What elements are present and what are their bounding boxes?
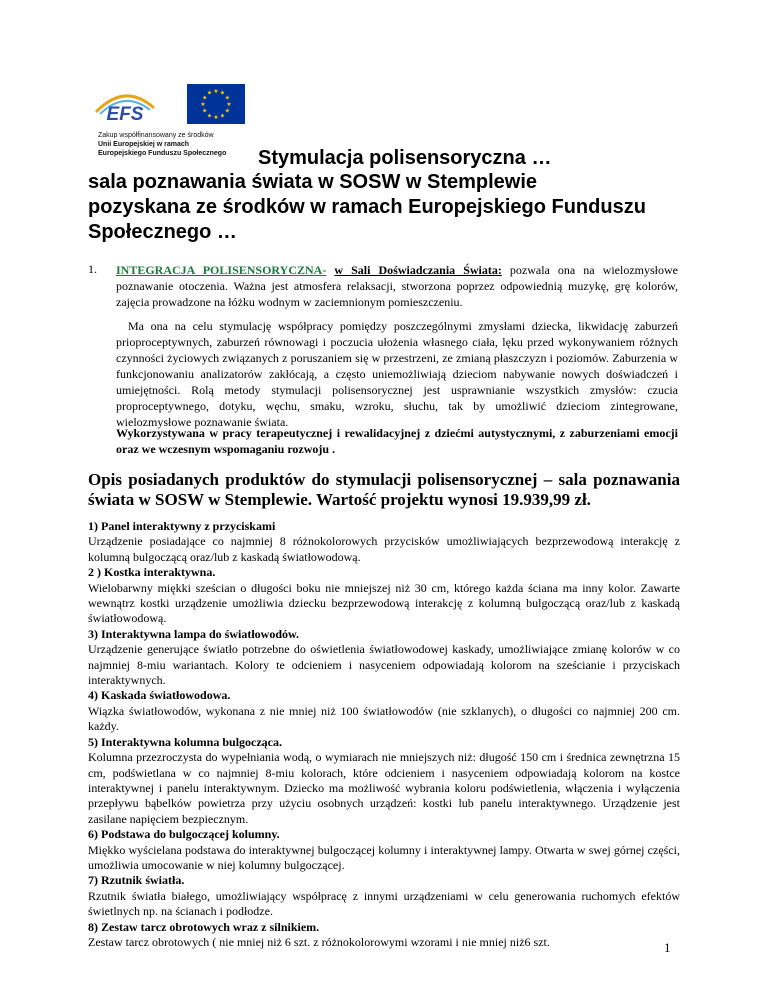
eu-star-icon: ★ <box>226 102 232 108</box>
products-heading: Opis posiadanych produktów do stymulacji polisensorycznej – sala poznawania świata w SOSW w Stemplewie. Wartość projektu wynosi 19.939,99 zł. <box>88 470 680 509</box>
headline-line-3: pozyskana ze środków w ramach Europejskiego Funduszu <box>88 196 646 218</box>
eu-star-icon: ★ <box>224 108 230 115</box>
product-title: 4) Kaskada światłowodowa. <box>88 688 231 703</box>
product-description: Miękko wyścielana podstawa do interaktywnej bulgoczącej kolumny i interaktywnej lampy. Otwarta w swej górnej części, umożliwia umocowanie w niej kolumny bulgoczącej. <box>88 842 680 872</box>
products-list <box>88 519 680 950</box>
product-title: 8) Zestaw tarcz obrotowych wraz z silnikiem. <box>88 919 320 934</box>
logo-caption-line: Unii Europejskiej w ramach <box>98 141 190 148</box>
eu-star-icon: ★ <box>202 95 208 102</box>
eu-star-icon: ★ <box>213 89 219 95</box>
svg-text:EFS: EFS <box>106 104 144 125</box>
logo-caption-line: Zakup współfinansowany ze środków <box>98 132 214 139</box>
section-place: w Sali Doświadczania Świata: <box>334 263 502 277</box>
product-description: Wielobarwny miękki sześcian o długości boku nie mniejszej niż 30 cm, którego każda ściana ma inny kolor. Zawarte wewnątrz kostki urządzenie umożliwia dziecku bezprzewodową interakcję z kolumną bulgoczącą oraz/lub z kaskadą światłowodową. <box>88 580 680 626</box>
headline-line-4: Społecznego … <box>88 221 237 243</box>
page-number: 1 <box>664 940 671 955</box>
product-title: 7) Rzutnik światła. <box>88 873 185 888</box>
efs-logo <box>90 76 160 128</box>
eu-flag-icon <box>187 84 245 124</box>
product-title: 6) Podstawa do bulgoczącej kolumny. <box>88 827 280 842</box>
eu-star-icon: ★ <box>202 108 208 115</box>
product-description: Rzutnik światła białego, umożliwiający współpracę z innymi urządzeniami w celu generowania ruchomych efektów świetlnych np. na ścianach i podłodze. <box>88 888 680 919</box>
eu-star-icon: ★ <box>206 113 213 120</box>
section-title-link[interactable]: INTEGRACJA POLISENSORYCZNA- <box>116 263 327 277</box>
product-description: Urządzenie posiadające co najmniej 8 różnokolorowych przycisków umożliwiających bezprzewodową interakcję z kolumną bulgoczącą oraz/lub z kaskadą światłowodową. <box>88 534 680 564</box>
logo-caption <box>98 131 248 158</box>
section-bold-paragraph: Wykorzystywana w pracy terapeutycznej i rewalidacyjnej z dziećmi autystycznymi, z zaburzeniami emocji oraz we wczesnym wspomaganiu rozwoju . <box>116 426 678 456</box>
product-title: 3) Interaktywna lampa do światłowodów. <box>88 626 300 641</box>
section-paragraph: Ma ona na celu stymulację współpracy pomiędzy poszczególnymi zmysłami dziecka, likwidację zaburzeń prioproceptywnych, zaburzeń równowagi i poczucia ułożenia własnego ciała, lęku przed wykonywaniem różnych czynności życiowych związanych z poruszaniem się w przestrzeni, ze zmianą płaszczyzn i poziomów. Zaburzenia w funkcjonowaniu analizatorów zakłócają, a często uniemożliwiają dzieciom nabywanie nowych doświadczeń i umiejętności. Rolą metody stymulacji polisensorycznej jest usprawnianie wszystkich zmysłów: czucia proproceptywnego, dotyku, węchu, smaku, wzroku, słuchu, tak by umożliwić dzieciom zintegrowane, wielozmysłowe poznawanie świata. <box>116 319 678 429</box>
section-intro-text: pozwala ona na wielozmysłowe poznawanie otoczenia. Ważna jest atmosfera relaksacji, stworzona poprzez odpowiednią muzykę, grę kolorów, zajęcia prowadzone na łóżku wodnym w zaciemnionym pomieszczeniu. <box>116 263 678 309</box>
eu-star-icon: ★ <box>219 90 226 97</box>
section-intro <box>116 262 678 310</box>
eu-star-icon: ★ <box>224 95 230 102</box>
product-title: 5) Interaktywna kolumna bulgocząca. <box>88 734 283 749</box>
eu-star-icon: ★ <box>200 102 206 108</box>
section-number: 1. <box>88 262 97 276</box>
product-description: Zestaw tarcz obrotowych ( nie mniej niż 6 szt. z różnokolorowymi wzorami i nie mniej niż6 szt. <box>88 934 550 949</box>
product-description: Wiązka światłowodów, wykonana z nie mniej niż 100 światłowodów (nie szklanych), o długości co najmniej 200 cm. każdy. <box>88 703 680 734</box>
eu-star-icon: ★ <box>213 115 219 121</box>
product-description: Urządzenie generujące światło potrzebne do oświetlenia światłowodowej kaskady, umożliwiające zmianę kolorów w co najmniej 8-miu wariantach. Kolory te odcieniem i nasyceniem odpowiadają kolorom na sześcianie i przyciskach interaktywnych. <box>88 642 680 688</box>
eu-star-icon: ★ <box>219 113 226 120</box>
product-title: 2 ) Kostka interaktywna. <box>88 565 216 580</box>
headline-line-2: sala poznawania świata w SOSW w Stemplewie <box>88 171 538 193</box>
headline-line-1: Stymulacja polisensoryczna … <box>258 147 552 169</box>
product-title: 1) Panel interaktywny z przyciskami <box>88 519 276 533</box>
logo-caption-line: Europejskiego Funduszu Społecznego <box>98 150 227 157</box>
product-description: Kolumna przezroczysta do wypełniania wodą, o wymiarach nie mniejszych niż: długość 150 cm i średnica zewnętrzna 15 cm, podświetlana w co najmniej 8-miu kolorach, które odcieniem i nasyceniem odpowiadają kolorom na kostce interaktywnej i panelu interaktywnym. Dziecko ma możliwość wybrania koloru podświetlenia, włączenia i wyłączenia przepływu bąbelków powietrza przy użyciu osobnych urządzeń: kostki lub panelu interaktywnego. Urządzenie jest zasilane napięciem bezpiecznym. <box>88 750 680 826</box>
eu-star-icon: ★ <box>206 90 213 97</box>
